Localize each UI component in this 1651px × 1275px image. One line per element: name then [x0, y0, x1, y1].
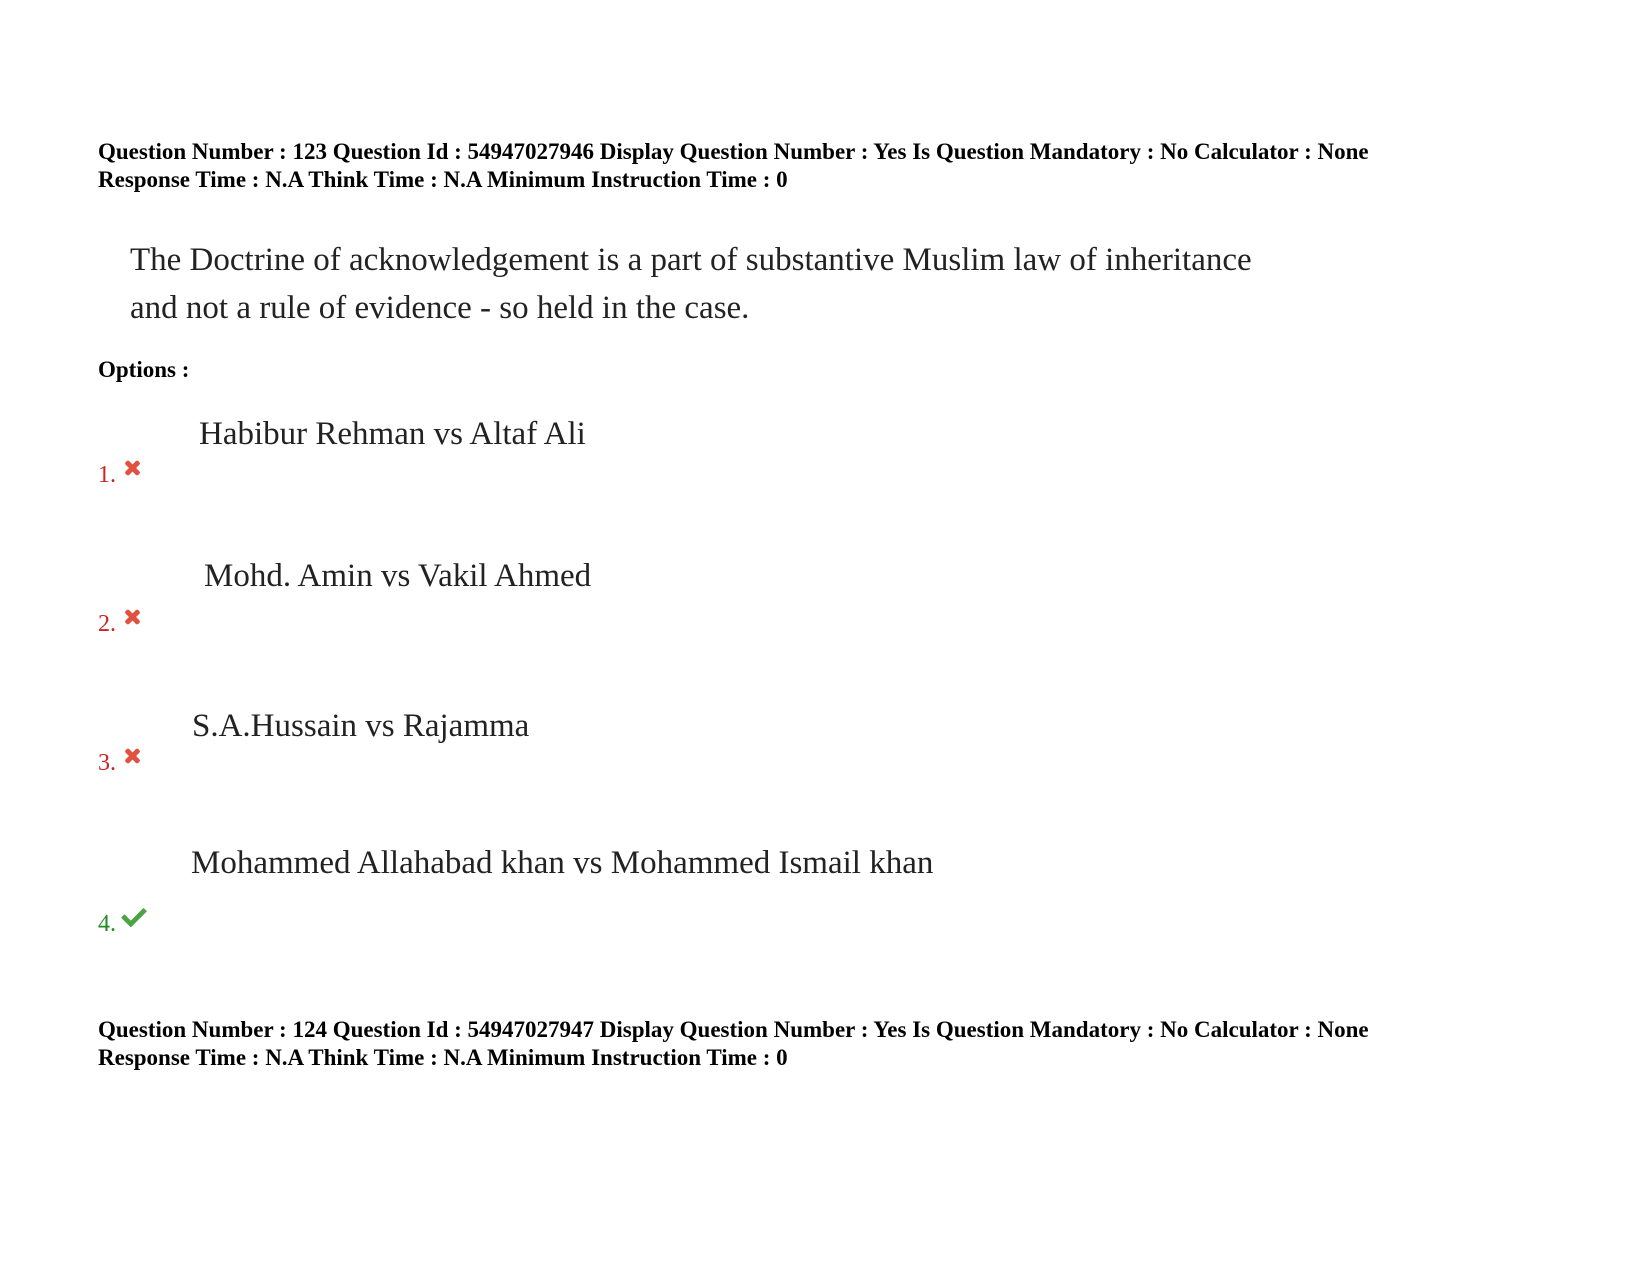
check-icon	[122, 905, 146, 925]
question-123-meta	[98, 138, 1369, 194]
question-124-meta-line-1: Question Number : 124 Question Id : 54947027947 Display Question Number : Yes Is Question Mandatory : No Calculator : None	[98, 1017, 1369, 1042]
question-text-line-1: The Doctrine of acknowledgement is a part of substantive Muslim law of inheritance	[130, 242, 1252, 278]
cross-icon	[124, 609, 140, 625]
option-1-text: Habibur Rehman vs Altaf Ali	[199, 416, 586, 452]
option-3-number: 3.	[98, 750, 116, 776]
question-124-meta	[98, 1016, 1369, 1072]
question-123-meta-line-1: Question Number : 123 Question Id : 54947027946 Display Question Number : Yes Is Question Mandatory : No Calculator : None	[98, 139, 1369, 164]
option-4-number: 4.	[98, 911, 116, 937]
option-3-text: S.A.Hussain vs Rajamma	[192, 708, 530, 744]
question-text-line-2: and not a rule of evidence - so held in the case.	[130, 290, 750, 326]
cross-icon	[124, 748, 140, 764]
option-3-marker	[98, 749, 140, 777]
option-1-marker	[98, 461, 140, 489]
question-124-meta-line-2: Response Time : N.A Think Time : N.A Minimum Instruction Time : 0	[98, 1045, 788, 1070]
option-4-marker	[98, 910, 146, 938]
cross-icon	[124, 460, 140, 476]
options-label: Options :	[98, 357, 190, 382]
question-123-meta-line-2: Response Time : N.A Think Time : N.A Minimum Instruction Time : 0	[98, 167, 788, 192]
option-2-marker	[98, 610, 140, 638]
option-1-number: 1.	[98, 462, 116, 488]
option-2-text: Mohd. Amin vs Vakil Ahmed	[204, 558, 592, 594]
option-4-text: Mohammed Allahabad khan vs Mohammed Ismail khan	[191, 845, 934, 881]
question-123-text	[130, 236, 1252, 332]
option-2-number: 2.	[98, 611, 116, 637]
